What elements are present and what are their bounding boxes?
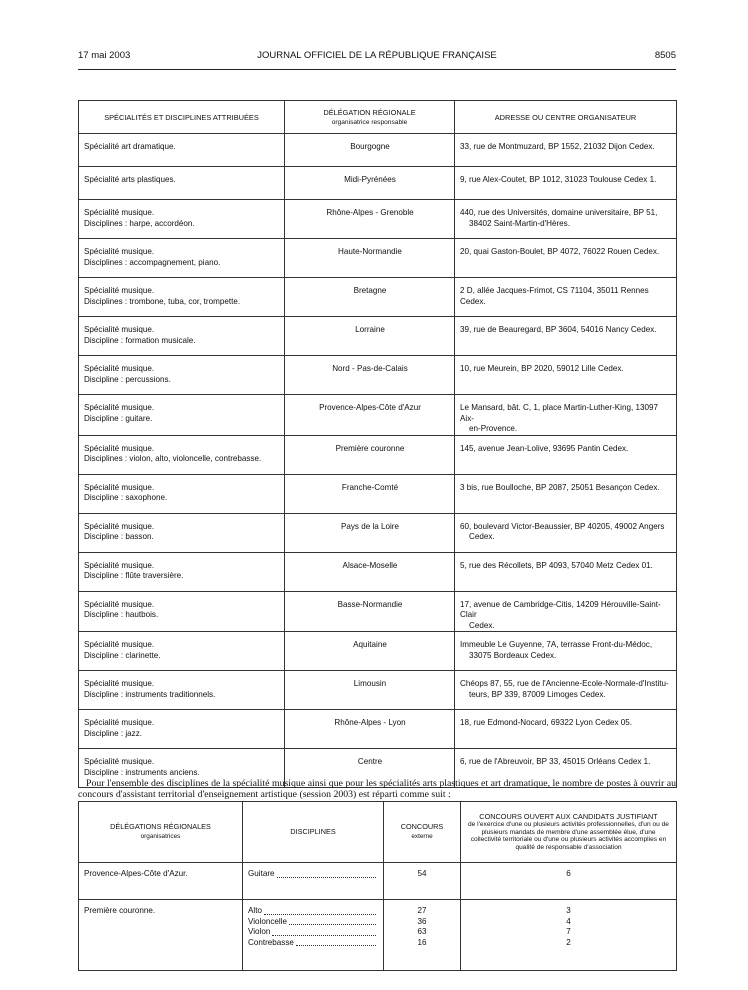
dot-leader — [272, 935, 376, 936]
col-concours-main: CONCOURS — [400, 821, 444, 831]
col-delegations — [79, 802, 243, 863]
specialite-cell — [79, 356, 285, 395]
adresse-cell — [455, 591, 677, 632]
discipline-text: Disciplines : trombone, tuba, cor, trompette. — [84, 296, 241, 306]
specialite-cell — [79, 474, 285, 513]
col-concours-sub: externe — [411, 832, 433, 840]
col-concours-ouvert-main: CONCOURS OUVERT AUX CANDIDATS JUSTIFIANT — [479, 811, 658, 821]
adresse-line: 9, rue Alex-Coutet, BP 1012, 31023 Toulouse Cedex 1. — [460, 175, 657, 184]
adresse-cell — [455, 134, 677, 167]
posts-table-header — [79, 802, 677, 863]
col-concours-ouvert-sub: de l'exercice d'une ou plusieurs activités professionnelles, d'un ou de plusieurs mandats de membre d'une assemblée élue, d'une collectivité territoriale ou d'une ou plusieurs activités accomplies en qualité de responsable d'association — [468, 821, 669, 851]
discipline-line — [248, 938, 378, 949]
adresse-cell — [455, 278, 677, 317]
specialite-text: Spécialité musique. — [84, 679, 155, 688]
adresse-line: 39, rue de Beauregard, BP 3604, 54016 Nancy Cedex. — [460, 325, 657, 334]
delegation-cell: Franche-Comté — [285, 474, 455, 513]
discipline-line — [248, 927, 378, 938]
discipline-line — [248, 869, 378, 880]
specialite-text: Spécialité musique. — [84, 364, 155, 373]
delegation-cell: Bretagne — [285, 278, 455, 317]
discipline-text: Discipline : hautbois. — [84, 610, 159, 619]
specialite-cell — [79, 395, 285, 436]
adresse-line: Immeuble Le Guyenne, 7A, terrasse Front-du-Médoc, — [460, 640, 653, 649]
specialite-text: Spécialité musique. — [84, 286, 155, 295]
specialite-cell — [79, 552, 285, 591]
delegation-cell: Nord - Pas-de-Calais — [285, 356, 455, 395]
delegation-row — [79, 710, 677, 749]
specialite-cell — [79, 317, 285, 356]
delegation-row — [79, 435, 677, 474]
adresse-line: 17, avenue de Cambridge-Citis, 14209 Hérouville-Saint-Clair — [460, 599, 661, 619]
externe-value: 63 — [417, 927, 427, 936]
adresse-line: 6, rue de l'Abreuvoir, BP 33, 45015 Orléans Cedex 1. — [460, 757, 651, 766]
discipline-text: Discipline : instruments anciens. — [84, 767, 200, 777]
disciplines-cell — [243, 900, 384, 971]
col-delegations-sub: organisatrices — [140, 832, 181, 840]
adresse-continuation: 38402 Saint-Martin-d'Hères. — [469, 218, 570, 228]
discipline-text: Discipline : formation musicale. — [84, 335, 196, 345]
delegations-table — [78, 100, 677, 788]
col-concours-externe — [384, 802, 461, 863]
adresse-cell — [455, 239, 677, 278]
discipline-text: Discipline : flûte traversière. — [84, 571, 184, 580]
adresse-cell — [455, 710, 677, 749]
delegation-cell: Provence-Alpes-Côte d'Azur — [285, 395, 455, 436]
ouvert-value: 2 — [566, 937, 571, 947]
delegation-cell: Pays de la Loire — [285, 513, 455, 552]
adresse-line: 2 D, allée Jacques-Frimot, CS 71104, 35011 Rennes Cedex. — [460, 286, 649, 306]
adresse-cell — [455, 395, 677, 436]
ouvert-value: 6 — [566, 869, 571, 878]
adresse-line: 33, rue de Montmuzard, BP 1552, 21032 Dijon Cedex. — [460, 142, 655, 151]
posts-row — [79, 863, 677, 900]
delegation-row — [79, 200, 677, 239]
adresse-line: 145, avenue Jean-Lolive, 93695 Pantin Cedex. — [460, 443, 629, 453]
delegation-cell: Première couronne. — [79, 900, 243, 971]
discipline-name: Contrebasse — [248, 937, 294, 947]
specialite-cell — [79, 239, 285, 278]
delegation-cell: Midi-Pyrénées — [285, 167, 455, 200]
adresse-line: Le Mansard, bât. C, 1, place Martin-Luther-King, 13097 Aix- — [460, 403, 658, 423]
delegation-cell: Haute-Normandie — [285, 239, 455, 278]
delegation-cell: Alsace-Moselle — [285, 552, 455, 591]
specialite-text: Spécialité musique. — [84, 325, 155, 334]
discipline-text: Discipline : saxophone. — [84, 493, 168, 502]
adresse-cell — [455, 167, 677, 200]
delegation-row — [79, 239, 677, 278]
discipline-line — [248, 906, 378, 917]
col-delegations-main: DÉLÉGATIONS RÉGIONALES — [110, 821, 211, 831]
delegation-cell: Provence-Alpes-Côte d'Azur. — [79, 863, 243, 900]
discipline-line — [248, 917, 378, 928]
adresse-line: 10, rue Meurein, BP 2020, 59012 Lille Cedex. — [460, 364, 624, 373]
delegation-cell: Aquitaine — [285, 632, 455, 671]
distribution-note: Pour l'ensemble des disciplines de la spécialité musique ainsi que pour les spécialités arts plastiques et art dramatique, le nombre de postes à ouvrir au concours d'assistant territorial d'enseignement artistique (session 2003) est réparti comme suit : — [78, 777, 676, 800]
specialite-text: Spécialité musique. — [84, 208, 155, 217]
ouvert-cell — [461, 863, 677, 900]
discipline-text: Disciplines : violon, alto, violoncelle, contrebasse. — [84, 454, 262, 463]
posts-table — [78, 801, 677, 971]
posts-row — [79, 900, 677, 971]
specialite-text: Spécialité art dramatique. — [84, 142, 176, 151]
delegations-table-header — [79, 101, 677, 134]
specialite-cell — [79, 591, 285, 632]
delegation-cell: Lorraine — [285, 317, 455, 356]
discipline-name: Violoncelle — [248, 916, 287, 926]
col-specialites: SPÉCIALITÉS ET DISCIPLINES ATTRIBUÉES — [79, 101, 285, 134]
adresse-cell — [455, 552, 677, 591]
delegation-row — [79, 317, 677, 356]
dot-leader — [264, 914, 376, 915]
discipline-text: Discipline : guitare. — [84, 413, 153, 423]
posts-table-body — [79, 863, 677, 971]
dot-leader — [296, 945, 376, 946]
delegation-row — [79, 278, 677, 317]
adresse-line: 20, quai Gaston-Boulet, BP 4072, 76022 Rouen Cedex. — [460, 247, 660, 256]
col-concours-ouvert — [461, 802, 677, 863]
adresse-cell — [455, 200, 677, 239]
specialite-text: Spécialité musique. — [84, 757, 155, 766]
discipline-name: Alto — [248, 906, 262, 915]
discipline-name: Violon — [248, 927, 271, 936]
ouvert-value: 4 — [566, 916, 571, 926]
header-date: 17 mai 2003 — [78, 50, 131, 61]
adresse-cell — [455, 317, 677, 356]
adresse-continuation: 33075 Bordeaux Cedex. — [469, 650, 557, 660]
col-adresse: ADRESSE OU CENTRE ORGANISATEUR — [455, 101, 677, 134]
discipline-text: Discipline : clarinette. — [84, 650, 161, 660]
specialite-text: Spécialité musique. — [84, 718, 155, 727]
specialite-cell — [79, 513, 285, 552]
discipline-text: Disciplines : accompagnement, piano. — [84, 257, 221, 267]
delegation-row — [79, 513, 677, 552]
specialite-cell — [79, 200, 285, 239]
header-journal-title: JOURNAL OFFICIEL DE LA RÉPUBLIQUE FRANÇAISE — [257, 50, 497, 61]
ouvert-cell — [461, 900, 677, 971]
adresse-continuation: Cedex. — [469, 620, 495, 630]
specialite-text: Spécialité musique. — [84, 403, 155, 412]
specialite-cell — [79, 671, 285, 710]
ouvert-value: 7 — [566, 927, 571, 936]
specialite-cell — [79, 710, 285, 749]
ouvert-value: 3 — [566, 906, 571, 915]
discipline-text: Discipline : instruments traditionnels. — [84, 689, 216, 699]
delegation-row — [79, 552, 677, 591]
adresse-continuation: teurs, BP 339, 87009 Limoges Cedex. — [469, 689, 606, 699]
delegation-row — [79, 395, 677, 436]
dot-leader — [277, 877, 376, 878]
specialite-text: Spécialité musique. — [84, 247, 155, 256]
specialite-cell — [79, 632, 285, 671]
adresse-continuation: Cedex. — [469, 532, 495, 541]
delegation-row — [79, 167, 677, 200]
specialite-cell — [79, 167, 285, 200]
specialite-text: Spécialité musique. — [84, 521, 155, 531]
dot-leader — [289, 924, 376, 925]
adresse-line: Chéops 87, 55, rue de l'Ancienne-Ecole-Normale-d'Institu- — [460, 679, 669, 688]
adresse-line: 60, boulevard Victor-Beaussier, BP 40205, 49002 Angers — [460, 521, 665, 531]
adresse-cell — [455, 513, 677, 552]
specialite-text: Spécialité arts plastiques. — [84, 175, 176, 184]
discipline-name: Guitare — [248, 869, 275, 878]
specialite-text: Spécialité musique. — [84, 599, 155, 609]
adresse-line: 5, rue des Récollets, BP 4093, 57040 Metz Cedex 01. — [460, 560, 653, 570]
adresse-cell — [455, 671, 677, 710]
col-delegation-main: DÉLÉGATION RÉGIONALE — [323, 107, 416, 117]
delegation-row — [79, 632, 677, 671]
specialite-text: Spécialité musique. — [84, 560, 155, 570]
specialite-text: Spécialité musique. — [84, 482, 155, 492]
externe-value: 27 — [417, 906, 427, 915]
discipline-text: Discipline : jazz. — [84, 728, 143, 738]
adresse-line: 3 bis, rue Boulloche, BP 2087, 25051 Besançon Cedex. — [460, 482, 660, 492]
delegation-row — [79, 356, 677, 395]
adresse-continuation: en-Provence. — [469, 424, 518, 433]
delegation-cell: Rhône-Alpes - Grenoble — [285, 200, 455, 239]
delegation-row — [79, 671, 677, 710]
delegation-cell: Première couronne — [285, 435, 455, 474]
adresse-cell — [455, 632, 677, 671]
header-page-number: 8505 — [654, 50, 676, 61]
specialite-cell — [79, 134, 285, 167]
delegation-cell: Limousin — [285, 671, 455, 710]
adresse-cell — [455, 474, 677, 513]
discipline-text: Discipline : percussions. — [84, 374, 171, 384]
externe-value: 16 — [417, 937, 427, 947]
delegation-cell: Bourgogne — [285, 134, 455, 167]
externe-value: 54 — [417, 869, 427, 878]
delegations-table-body — [79, 134, 677, 788]
discipline-text: Discipline : basson. — [84, 532, 154, 541]
specialite-cell — [79, 278, 285, 317]
delegation-cell: Rhône-Alpes - Lyon — [285, 710, 455, 749]
adresse-cell — [455, 435, 677, 474]
delegation-cell: Basse-Normandie — [285, 591, 455, 632]
header-rule — [78, 69, 676, 70]
externe-value: 36 — [417, 916, 427, 926]
page-header — [78, 50, 676, 64]
col-delegation — [285, 101, 455, 134]
delegation-cell: Centre — [285, 749, 455, 788]
delegation-row — [79, 591, 677, 632]
specialite-text: Spécialité musique. — [84, 640, 155, 649]
disciplines-cell — [243, 863, 384, 900]
externe-cell — [384, 900, 461, 971]
discipline-text: Disciplines : harpe, accordéon. — [84, 218, 195, 228]
specialite-cell — [79, 435, 285, 474]
delegation-row — [79, 474, 677, 513]
adresse-line: 440, rue des Universités, domaine universitaire, BP 51, — [460, 208, 658, 217]
externe-cell — [384, 863, 461, 900]
specialite-text: Spécialité musique. — [84, 443, 155, 453]
adresse-line: 18, rue Edmond-Nocard, 69322 Lyon Cedex 05. — [460, 718, 633, 727]
delegation-row — [79, 134, 677, 167]
adresse-cell — [455, 356, 677, 395]
col-disciplines: DISCIPLINES — [243, 802, 384, 863]
col-delegation-sub: organisatrice responsable — [331, 118, 408, 126]
